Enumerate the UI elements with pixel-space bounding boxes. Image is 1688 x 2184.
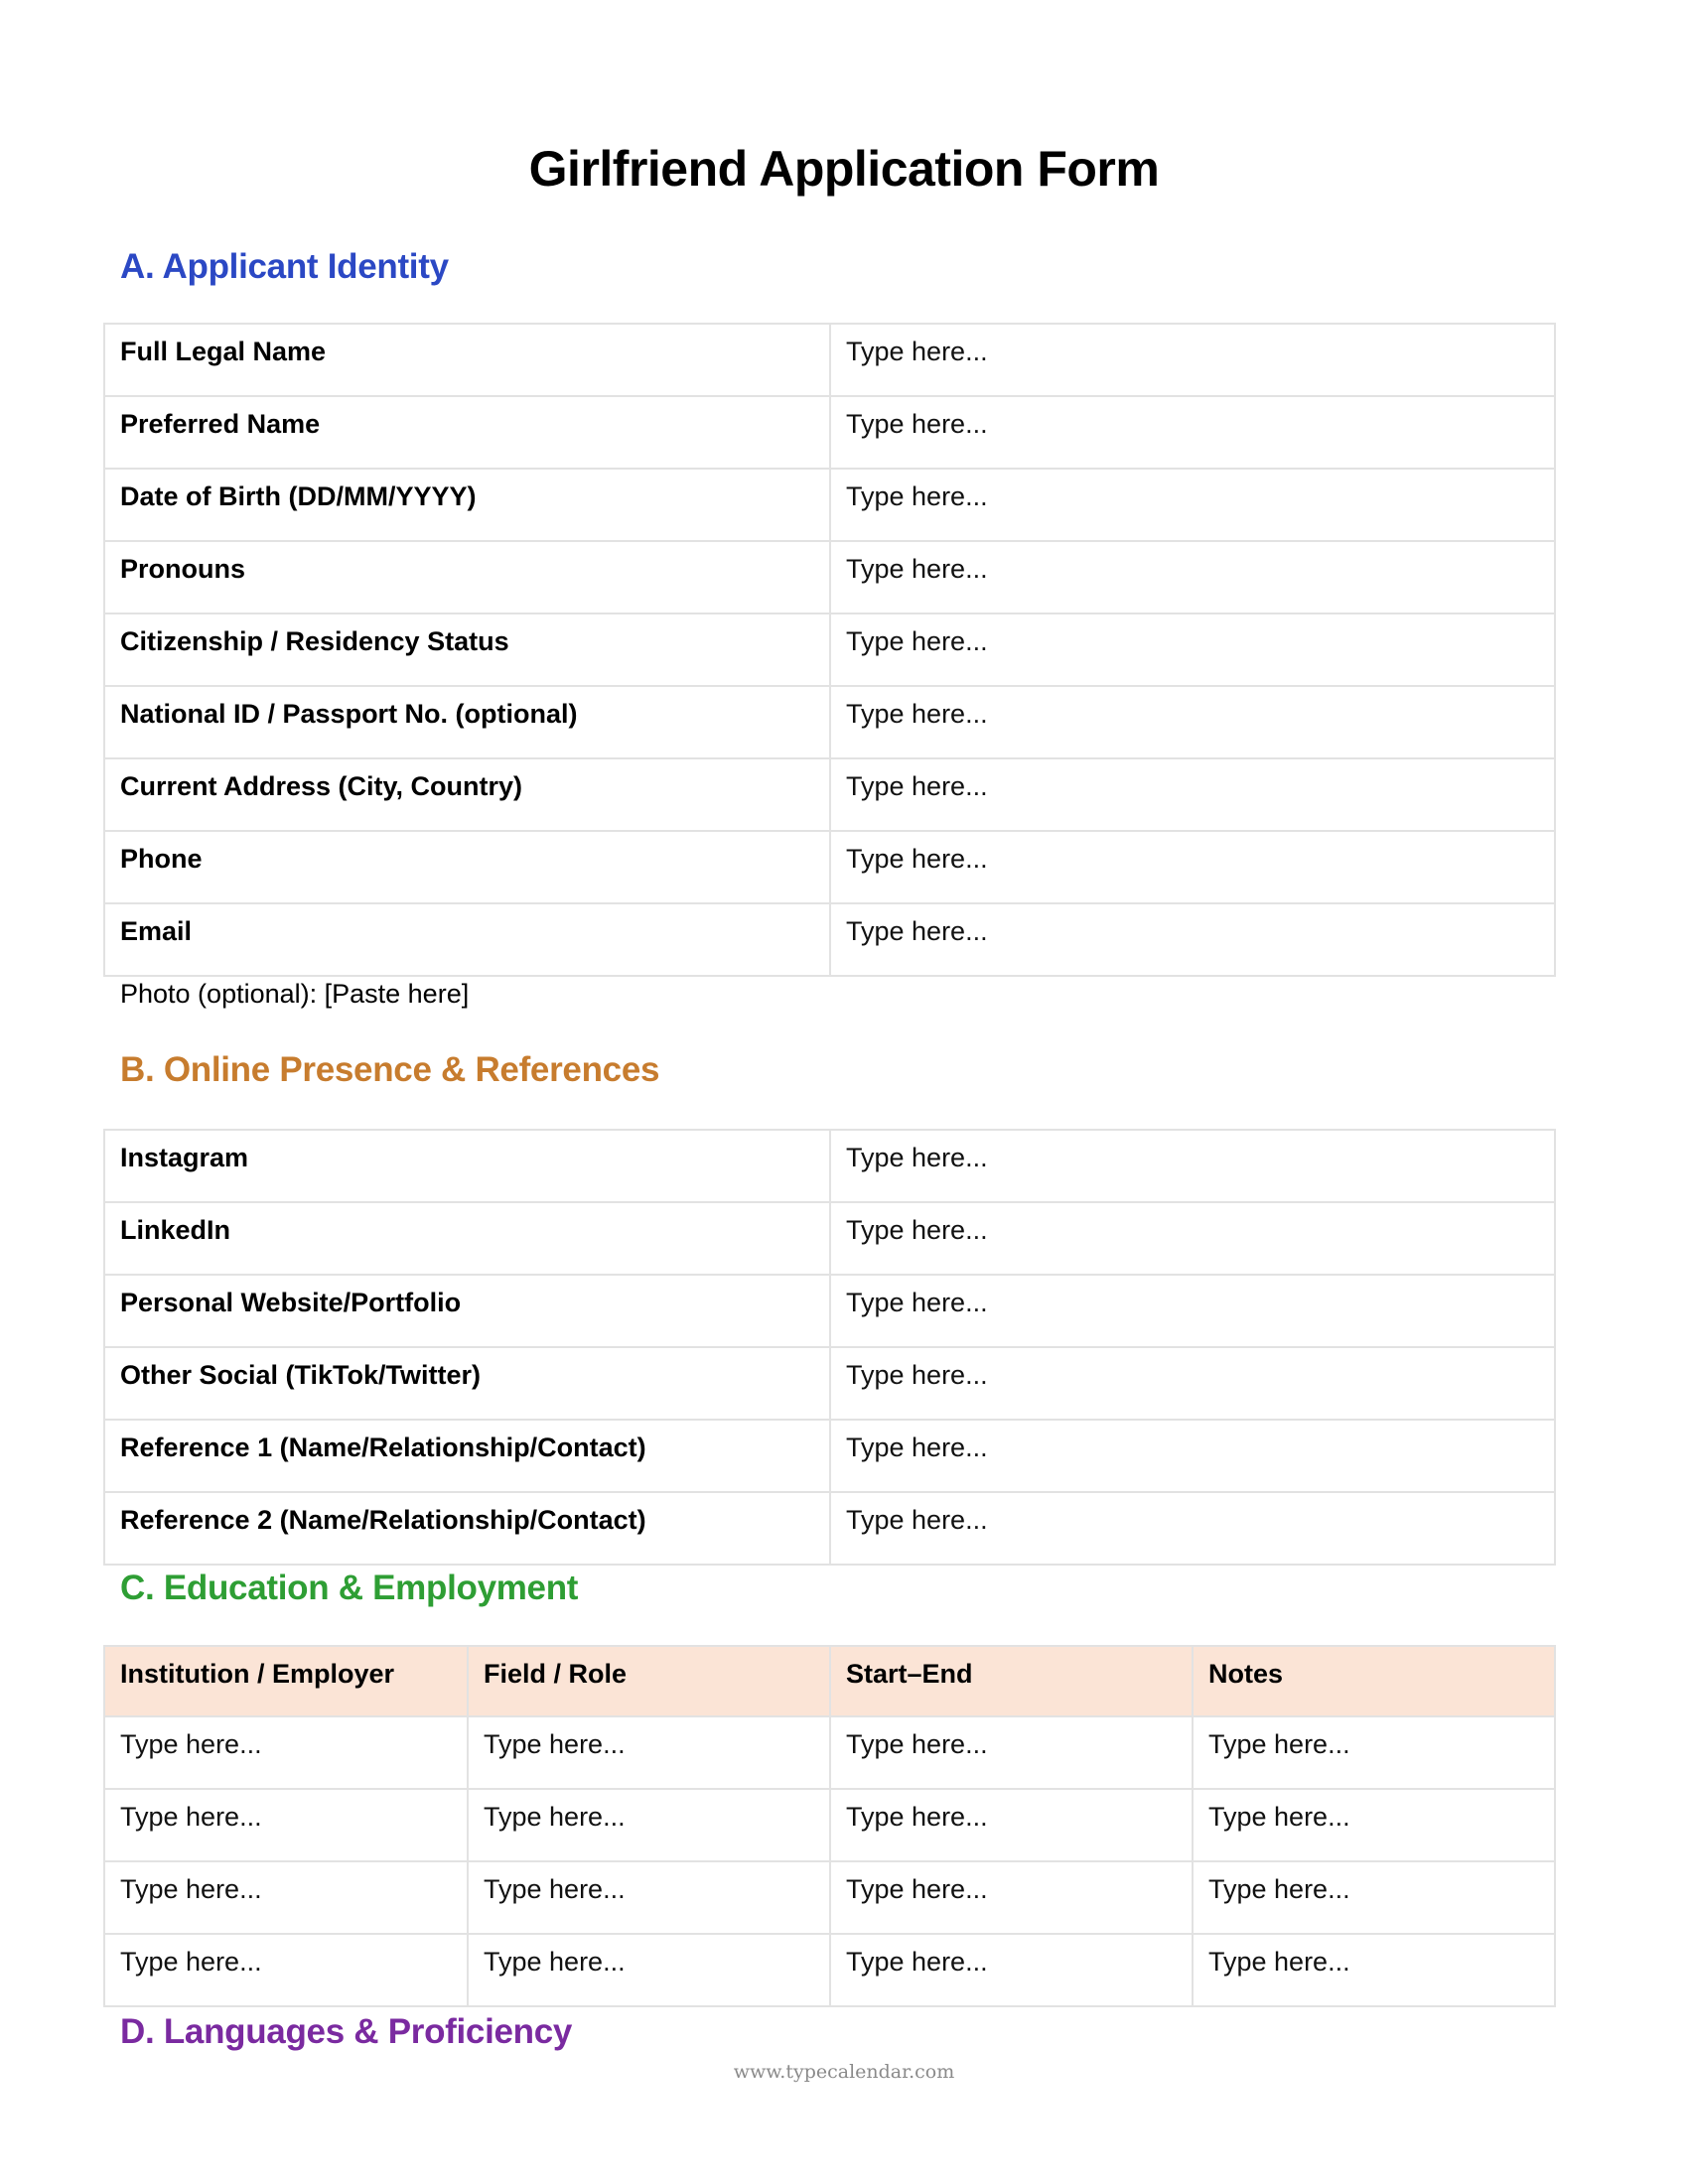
table-row	[104, 758, 1555, 831]
field-label: Phone	[104, 831, 830, 903]
start-end-input[interactable]: Type here...	[830, 1861, 1193, 1934]
field-label: Preferred Name	[104, 396, 830, 469]
column-header: Field / Role	[468, 1646, 830, 1716]
reference-2-input[interactable]: Type here...	[830, 1492, 1555, 1565]
footer-watermark: www.typecalendar.com	[733, 2061, 955, 2083]
section-a-heading: A. Applicant Identity	[120, 247, 449, 286]
current-address-input[interactable]: Type here...	[830, 758, 1555, 831]
notes-input[interactable]: Type here...	[1193, 1789, 1555, 1861]
table-row	[104, 469, 1555, 541]
field-label: Pronouns	[104, 541, 830, 614]
table-row	[104, 396, 1555, 469]
field-label: LinkedIn	[104, 1202, 830, 1275]
table-row	[104, 1202, 1555, 1275]
field-label: Current Address (City, Country)	[104, 758, 830, 831]
table-row	[104, 614, 1555, 686]
field-label: Citizenship / Residency Status	[104, 614, 830, 686]
notes-input[interactable]: Type here...	[1193, 1716, 1555, 1789]
column-header: Start–End	[830, 1646, 1193, 1716]
table-row	[104, 1420, 1555, 1492]
notes-input[interactable]: Type here...	[1193, 1861, 1555, 1934]
table-row	[104, 1934, 1555, 2006]
instagram-input[interactable]: Type here...	[830, 1130, 1555, 1202]
field-label: Date of Birth (DD/MM/YYYY)	[104, 469, 830, 541]
field-role-input[interactable]: Type here...	[468, 1716, 830, 1789]
phone-input[interactable]: Type here...	[830, 831, 1555, 903]
reference-1-input[interactable]: Type here...	[830, 1420, 1555, 1492]
section-c-heading: C. Education & Employment	[120, 1569, 579, 1607]
full-legal-name-input[interactable]: Type here...	[830, 324, 1555, 396]
field-label: Other Social (TikTok/Twitter)	[104, 1347, 830, 1420]
date-of-birth-input[interactable]: Type here...	[830, 469, 1555, 541]
citizenship-input[interactable]: Type here...	[830, 614, 1555, 686]
column-header: Notes	[1193, 1646, 1555, 1716]
email-input[interactable]: Type here...	[830, 903, 1555, 976]
institution-input[interactable]: Type here...	[104, 1861, 468, 1934]
page-title: Girlfriend Application Form	[528, 141, 1160, 197]
other-social-input[interactable]: Type here...	[830, 1347, 1555, 1420]
table-row	[104, 686, 1555, 758]
field-role-input[interactable]: Type here...	[468, 1789, 830, 1861]
pronouns-input[interactable]: Type here...	[830, 541, 1555, 614]
institution-input[interactable]: Type here...	[104, 1934, 468, 2006]
field-label: National ID / Passport No. (optional)	[104, 686, 830, 758]
section-d-heading: D. Languages & Proficiency	[120, 2012, 573, 2051]
applicant-identity-table	[103, 323, 1556, 977]
website-input[interactable]: Type here...	[830, 1275, 1555, 1347]
field-role-input[interactable]: Type here...	[468, 1934, 830, 2006]
field-label: Full Legal Name	[104, 324, 830, 396]
table-row	[104, 1347, 1555, 1420]
field-role-input[interactable]: Type here...	[468, 1861, 830, 1934]
table-row	[104, 541, 1555, 614]
field-label: Email	[104, 903, 830, 976]
start-end-input[interactable]: Type here...	[830, 1934, 1193, 2006]
field-label: Reference 1 (Name/Relationship/Contact)	[104, 1420, 830, 1492]
institution-input[interactable]: Type here...	[104, 1789, 468, 1861]
institution-input[interactable]: Type here...	[104, 1716, 468, 1789]
start-end-input[interactable]: Type here...	[830, 1789, 1193, 1861]
education-employment-table	[103, 1645, 1556, 2007]
table-row	[104, 1130, 1555, 1202]
table-row	[104, 1716, 1555, 1789]
table-row	[104, 1275, 1555, 1347]
table-row	[104, 324, 1555, 396]
table-row	[104, 1861, 1555, 1934]
section-b-heading: B. Online Presence & References	[120, 1050, 660, 1089]
online-presence-table	[103, 1129, 1556, 1566]
table-row	[104, 903, 1555, 976]
field-label: Instagram	[104, 1130, 830, 1202]
national-id-input[interactable]: Type here...	[830, 686, 1555, 758]
table-header-row	[104, 1646, 1555, 1716]
table-row	[104, 1789, 1555, 1861]
table-row	[104, 831, 1555, 903]
table-row	[104, 1492, 1555, 1565]
notes-input[interactable]: Type here...	[1193, 1934, 1555, 2006]
linkedin-input[interactable]: Type here...	[830, 1202, 1555, 1275]
start-end-input[interactable]: Type here...	[830, 1716, 1193, 1789]
field-label: Reference 2 (Name/Relationship/Contact)	[104, 1492, 830, 1565]
photo-paste-field[interactable]: Photo (optional): [Paste here]	[120, 979, 470, 1009]
preferred-name-input[interactable]: Type here...	[830, 396, 1555, 469]
column-header: Institution / Employer	[104, 1646, 468, 1716]
field-label: Personal Website/Portfolio	[104, 1275, 830, 1347]
